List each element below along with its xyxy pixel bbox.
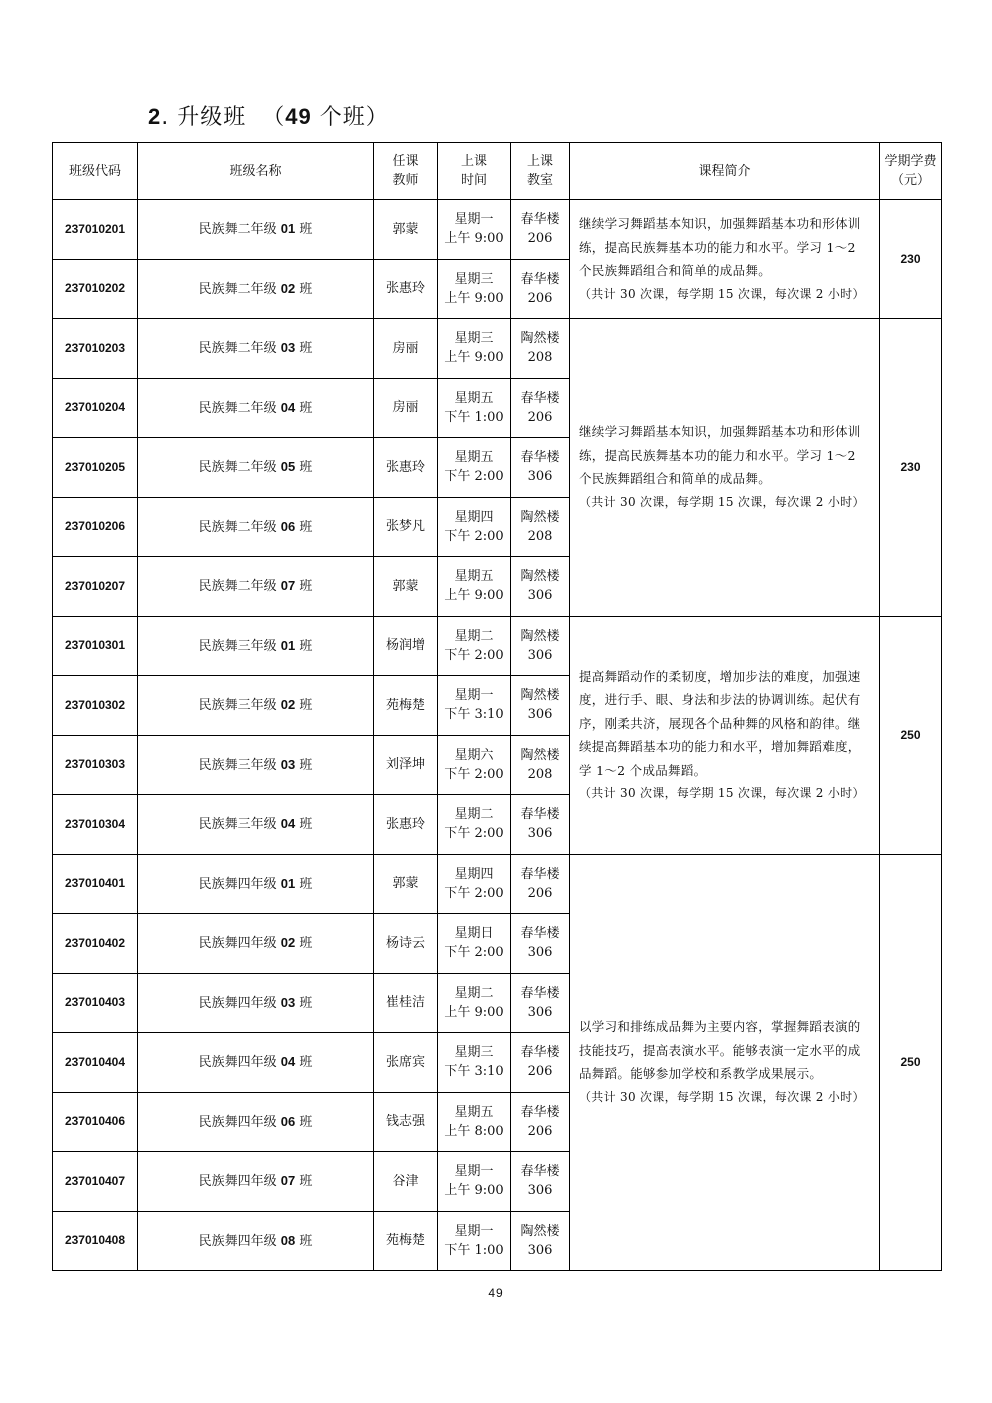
classroom: 春华楼 206 — [511, 259, 570, 319]
course-note: （共计 30 次课，每学期 15 次课，每次课 2 小时） — [579, 286, 865, 301]
header-code: 班级代码 — [53, 143, 138, 200]
class-code: 237010206 — [53, 497, 138, 557]
table-row — [53, 200, 942, 260]
class-code: 237010408 — [53, 1211, 138, 1271]
teacher: 郭蒙 — [374, 200, 438, 260]
class-name: 民族舞四年级 06 班 — [138, 1092, 374, 1152]
class-time: 星期五 上午 9:00 — [438, 557, 511, 617]
course-intro: 继续学习舞蹈基本知识，加强舞蹈基本功和形体训练，提高民族舞基本功的能力和水平。学习 1～2 个民族舞蹈组合和简单的成品舞。 （共计 30 次课，每学期 15 次课，每次课 2 小时） — [570, 319, 880, 617]
class-code: 237010202 — [53, 259, 138, 319]
table-row — [53, 319, 942, 379]
classroom: 春华楼 306 — [511, 1152, 570, 1212]
class-code: 237010402 — [53, 914, 138, 974]
tuition-fee: 250 — [880, 854, 942, 1271]
class-name: 民族舞四年级 02 班 — [138, 914, 374, 974]
class-name: 民族舞四年级 04 班 — [138, 1033, 374, 1093]
teacher: 刘泽坤 — [374, 735, 438, 795]
table-row — [53, 616, 942, 676]
classroom: 春华楼 306 — [511, 914, 570, 974]
class-time: 星期二 上午 9:00 — [438, 973, 511, 1033]
table-header-row — [53, 143, 942, 200]
teacher: 崔桂洁 — [374, 973, 438, 1033]
class-name: 民族舞二年级 03 班 — [138, 319, 374, 379]
classroom: 春华楼 206 — [511, 1033, 570, 1093]
class-code: 237010207 — [53, 557, 138, 617]
classroom: 春华楼 206 — [511, 1092, 570, 1152]
page-number: 49 — [488, 1286, 504, 1300]
class-name: 民族舞四年级 07 班 — [138, 1152, 374, 1212]
header-intro: 课程简介 — [570, 143, 880, 200]
course-intro: 提高舞蹈动作的柔韧度，增加步法的难度，加强速度，进行手、眼、身法和步法的协调训练。起伏有序，刚柔共济，展现各个品种舞的风格和韵律。继续提高舞蹈基本功的能力和水平，增加舞蹈难度，学 1～2 个成品舞蹈。 （共计 30 次课，每学期 15 次课，每次课 2 小时） — [570, 616, 880, 854]
class-code: 237010401 — [53, 854, 138, 914]
class-name: 民族舞三年级 01 班 — [138, 616, 374, 676]
classroom: 陶然楼 306 — [511, 1211, 570, 1271]
teacher: 张惠玲 — [374, 438, 438, 498]
classroom: 春华楼 206 — [511, 200, 570, 260]
class-time: 星期五 下午 2:00 — [438, 438, 511, 498]
class-time: 星期一 上午 9:00 — [438, 200, 511, 260]
class-time: 星期三 上午 9:00 — [438, 259, 511, 319]
teacher: 钱志强 — [374, 1092, 438, 1152]
class-name: 民族舞三年级 03 班 — [138, 735, 374, 795]
teacher: 张梦凡 — [374, 497, 438, 557]
class-time: 星期三 下午 3:10 — [438, 1033, 511, 1093]
teacher: 房丽 — [374, 319, 438, 379]
class-code: 237010404 — [53, 1033, 138, 1093]
class-code: 237010204 — [53, 378, 138, 438]
class-time: 星期二 下午 2:00 — [438, 795, 511, 855]
table-row — [53, 854, 942, 914]
class-code: 237010201 — [53, 200, 138, 260]
class-time: 星期一 上午 9:00 — [438, 1152, 511, 1212]
class-name: 民族舞二年级 02 班 — [138, 259, 374, 319]
course-note: （共计 30 次课，每学期 15 次课，每次课 2 小时） — [579, 494, 865, 509]
class-code: 237010407 — [53, 1152, 138, 1212]
class-name: 民族舞二年级 06 班 — [138, 497, 374, 557]
class-time: 星期二 下午 2:00 — [438, 616, 511, 676]
class-time: 星期日 下午 2:00 — [438, 914, 511, 974]
class-schedule-table — [52, 142, 942, 1271]
class-time: 星期一 下午 1:00 — [438, 1211, 511, 1271]
course-intro: 以学习和排练成品舞为主要内容，掌握舞蹈表演的技能技巧，提高表演水平。能够表演一定水平的成品舞蹈。能够参加学校和系教学成果展示。 （共计 30 次课，每学期 15 次课，每次课 2 小时） — [570, 854, 880, 1271]
section-heading: 2. 升级班 （49 个班） — [148, 104, 389, 130]
class-name: 民族舞二年级 07 班 — [138, 557, 374, 617]
teacher: 谷津 — [374, 1152, 438, 1212]
class-time: 星期三 上午 9:00 — [438, 319, 511, 379]
header-room: 上课 教室 — [511, 143, 570, 200]
classroom: 春华楼 306 — [511, 795, 570, 855]
class-code: 237010203 — [53, 319, 138, 379]
teacher: 郭蒙 — [374, 557, 438, 617]
class-code: 237010304 — [53, 795, 138, 855]
tuition-fee: 230 — [880, 200, 942, 319]
tuition-fee: 230 — [880, 319, 942, 617]
class-code: 237010403 — [53, 973, 138, 1033]
teacher: 苑梅楚 — [374, 1211, 438, 1271]
classroom: 陶然楼 208 — [511, 319, 570, 379]
class-name: 民族舞二年级 04 班 — [138, 378, 374, 438]
classroom: 陶然楼 208 — [511, 735, 570, 795]
header-teacher: 任课 教师 — [374, 143, 438, 200]
class-name: 民族舞四年级 03 班 — [138, 973, 374, 1033]
teacher: 郭蒙 — [374, 854, 438, 914]
teacher: 房丽 — [374, 378, 438, 438]
class-time: 星期五 上午 8:00 — [438, 1092, 511, 1152]
class-name: 民族舞四年级 08 班 — [138, 1211, 374, 1271]
table-body — [53, 200, 942, 1271]
classroom: 陶然楼 306 — [511, 616, 570, 676]
course-note: （共计 30 次课，每学期 15 次课，每次课 2 小时） — [579, 786, 865, 800]
class-time: 星期四 下午 2:00 — [438, 497, 511, 557]
classroom: 陶然楼 208 — [511, 497, 570, 557]
class-time: 星期一 下午 3:10 — [438, 676, 511, 736]
teacher: 张惠玲 — [374, 259, 438, 319]
class-name: 民族舞二年级 01 班 — [138, 200, 374, 260]
class-name: 民族舞三年级 04 班 — [138, 795, 374, 855]
course-intro: 继续学习舞蹈基本知识，加强舞蹈基本功和形体训练，提高民族舞基本功的能力和水平。学习 1～2 个民族舞蹈组合和简单的成品舞。 （共计 30 次课，每学期 15 次课，每次课 2 小时） — [570, 200, 880, 319]
teacher: 杨润增 — [374, 616, 438, 676]
course-note: （共计 30 次课，每学期 15 次课，每次课 2 小时） — [579, 1089, 865, 1104]
classroom: 春华楼 206 — [511, 378, 570, 438]
header-name: 班级名称 — [138, 143, 374, 200]
header-fee: 学期学费 （元） — [880, 143, 942, 200]
class-code: 237010406 — [53, 1092, 138, 1152]
tuition-fee: 250 — [880, 616, 942, 854]
class-name: 民族舞四年级 01 班 — [138, 854, 374, 914]
classroom: 春华楼 206 — [511, 854, 570, 914]
classroom: 春华楼 306 — [511, 973, 570, 1033]
classroom: 陶然楼 306 — [511, 676, 570, 736]
class-name: 民族舞二年级 05 班 — [138, 438, 374, 498]
classroom: 春华楼 306 — [511, 438, 570, 498]
class-code: 237010302 — [53, 676, 138, 736]
class-code: 237010301 — [53, 616, 138, 676]
classroom: 陶然楼 306 — [511, 557, 570, 617]
class-time: 星期五 下午 1:00 — [438, 378, 511, 438]
header-time: 上课 时间 — [438, 143, 511, 200]
class-code: 237010205 — [53, 438, 138, 498]
class-time: 星期六 下午 2:00 — [438, 735, 511, 795]
teacher: 张惠玲 — [374, 795, 438, 855]
teacher: 苑梅楚 — [374, 676, 438, 736]
teacher: 杨诗云 — [374, 914, 438, 974]
class-time: 星期四 下午 2:00 — [438, 854, 511, 914]
teacher: 张席宾 — [374, 1033, 438, 1093]
class-name: 民族舞三年级 02 班 — [138, 676, 374, 736]
class-code: 237010303 — [53, 735, 138, 795]
